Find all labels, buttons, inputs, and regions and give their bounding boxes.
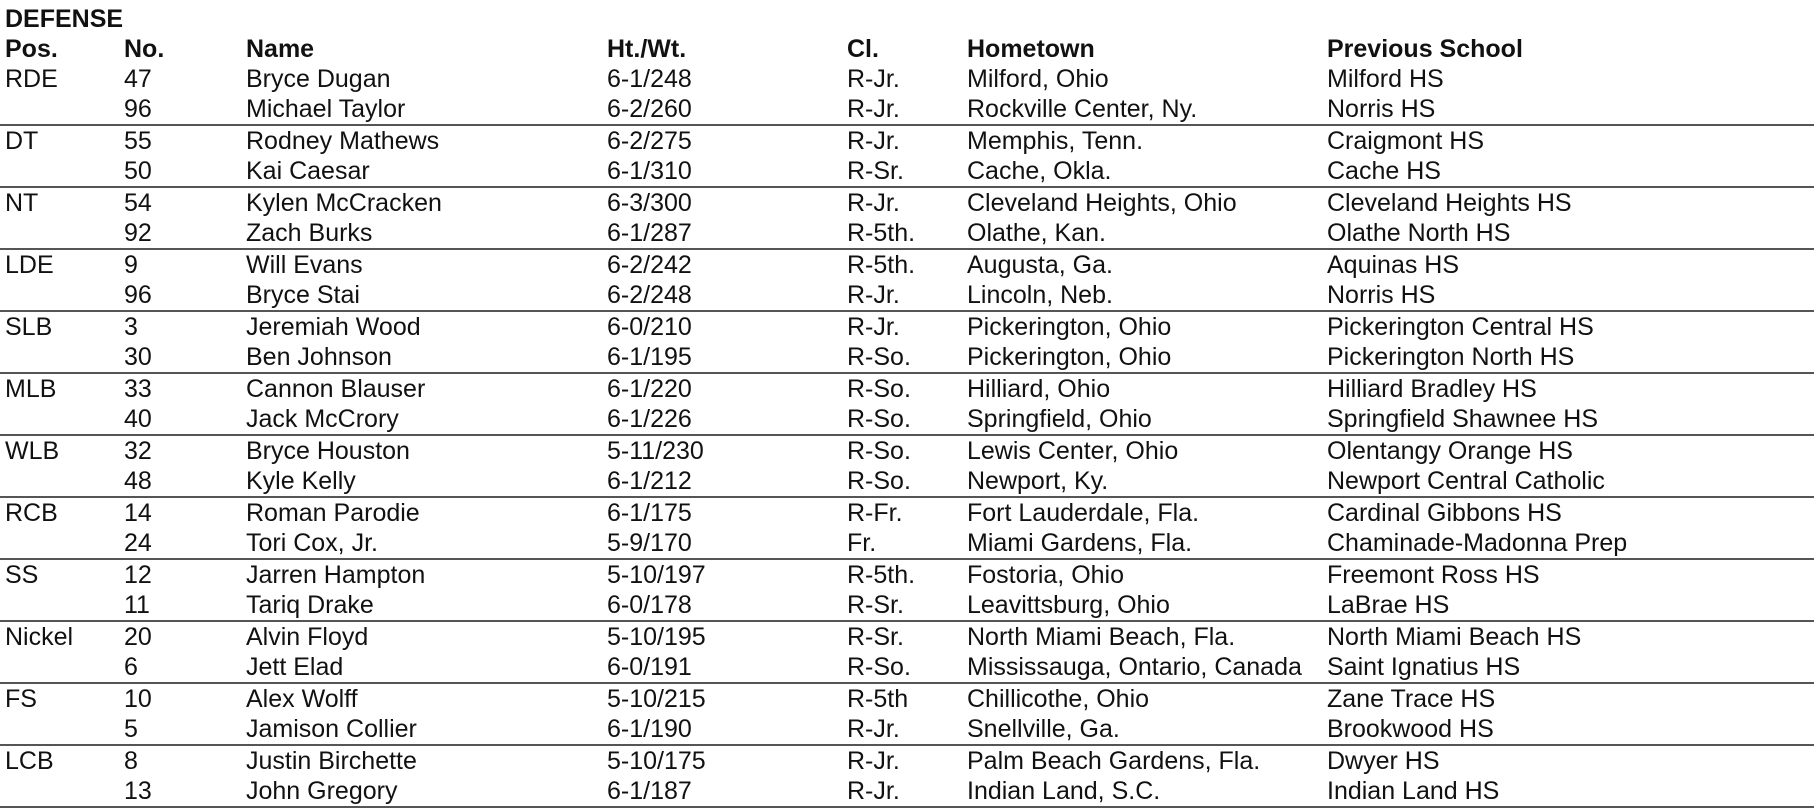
position-cell: LDE [5,251,54,279]
table-row [0,466,1814,497]
position-cell [0,714,119,745]
player-class: R-Jr. [842,714,962,745]
player-class: R-Fr. [847,499,903,527]
player-class: R-Jr. [847,127,900,155]
player-previous-school: Olentangy Orange HS [1327,437,1573,465]
player-class: R-So. [847,375,911,403]
player-name: Bryce Stai [241,280,602,311]
player-class: R-Jr. [847,189,900,217]
player-class: R-So. [842,652,962,683]
player-height-weight: 6-2/275 [607,127,692,155]
player-height-weight: 6-2/260 [602,94,842,125]
player-name: Tori Cox, Jr. [241,528,602,559]
player-hometown: Hilliard, Ohio [967,375,1111,403]
player-number: 11 [119,590,241,621]
player-previous-school: Olathe North HS [1322,218,1814,249]
player-previous-school: LaBrae HS [1322,590,1814,621]
player-number: 50 [119,156,241,187]
player-hometown: Pickerington, Ohio [962,342,1322,373]
player-name: Jeremiah Wood [246,313,421,341]
column-header-name: Name [246,35,315,63]
player-hometown: Miami Gardens, Fla. [962,528,1322,559]
player-hometown: Augusta, Ga. [967,251,1113,279]
player-height-weight: 6-1/187 [602,776,842,807]
player-previous-school: Norris HS [1322,280,1814,311]
position-cell [0,528,119,559]
player-number: 20 [124,623,152,651]
player-number: 6 [119,652,241,683]
player-name: Bryce Houston [246,437,410,465]
table-row [0,497,1814,528]
player-previous-school: Dwyer HS [1327,747,1440,775]
table-row [0,187,1814,218]
player-name: Jamison Collier [241,714,602,745]
player-previous-school: Hilliard Bradley HS [1327,375,1537,403]
position-cell [0,590,119,621]
player-height-weight: 6-2/248 [602,280,842,311]
player-class: Fr. [842,528,962,559]
position-cell: NT [5,189,39,217]
table-row [0,776,1814,807]
player-height-weight: 6-1/212 [602,466,842,497]
player-name: Alvin Floyd [246,623,369,651]
player-hometown: Indian Land, S.C. [962,776,1322,807]
player-hometown: Lewis Center, Ohio [967,437,1179,465]
player-number: 10 [124,685,152,713]
player-name: Kyle Kelly [241,466,602,497]
player-height-weight: 6-1/248 [607,65,692,93]
position-cell: WLB [5,437,60,465]
player-class: R-Jr. [847,747,900,775]
table-row [0,714,1814,745]
table-row [0,218,1814,249]
table-row [0,590,1814,621]
player-previous-school: Pickerington North HS [1322,342,1814,373]
player-class: R-Jr. [842,280,962,311]
player-name: Alex Wolff [246,685,358,713]
section-title: DEFENSE [5,5,124,33]
player-class: R-Jr. [847,65,900,93]
player-class: R-So. [842,342,962,373]
position-cell [0,156,119,187]
position-cell: Nickel [5,623,74,651]
player-previous-school: Springfield Shawnee HS [1322,404,1814,435]
player-height-weight: 6-1/195 [602,342,842,373]
player-previous-school: Chaminade-Madonna Prep [1322,528,1814,559]
player-name: Zach Burks [241,218,602,249]
position-cell: RCB [5,499,58,527]
position-cell [0,776,119,807]
position-cell: LCB [5,747,54,775]
player-class: R-So. [842,466,962,497]
player-number: 13 [119,776,241,807]
player-class: R-5th. [847,561,916,589]
player-height-weight: 6-1/220 [607,375,692,403]
player-name: Tariq Drake [241,590,602,621]
player-hometown: Pickerington, Ohio [967,313,1172,341]
column-header-htwt: Ht./Wt. [607,35,687,63]
player-class: R-Sr. [842,156,962,187]
player-name: Ben Johnson [241,342,602,373]
player-height-weight: 6-1/175 [607,499,692,527]
player-hometown: Snellville, Ga. [962,714,1322,745]
player-name: Kylen McCracken [246,189,442,217]
header-row [0,34,1814,64]
position-cell: FS [5,685,37,713]
player-height-weight: 5-9/170 [602,528,842,559]
position-cell [0,652,119,683]
table-row [0,435,1814,466]
player-height-weight: 6-1/287 [602,218,842,249]
player-previous-school: Indian Land HS [1322,776,1814,807]
player-class: R-5th. [847,251,916,279]
player-height-weight: 6-2/242 [607,251,692,279]
player-number: 32 [124,437,152,465]
player-height-weight: 6-1/310 [602,156,842,187]
player-hometown: Fostoria, Ohio [967,561,1125,589]
player-number: 30 [119,342,241,373]
player-name: Kai Caesar [241,156,602,187]
player-name: Bryce Dugan [246,65,391,93]
table-body [0,64,1814,807]
player-hometown: Palm Beach Gardens, Fla. [967,747,1261,775]
player-name: John Gregory [241,776,602,807]
position-cell [0,280,119,311]
player-class: R-So. [842,404,962,435]
player-previous-school: Aquinas HS [1327,251,1460,279]
player-previous-school: Milford HS [1327,65,1444,93]
player-previous-school: Newport Central Catholic [1322,466,1814,497]
player-previous-school: Craigmont HS [1327,127,1484,155]
player-number: 92 [119,218,241,249]
player-hometown: Cleveland Heights, Ohio [967,189,1237,217]
position-cell: DT [5,127,39,155]
player-previous-school: Freemont Ross HS [1327,561,1540,589]
position-cell [0,404,119,435]
player-number: 5 [119,714,241,745]
player-previous-school: Norris HS [1322,94,1814,125]
player-number: 54 [124,189,152,217]
player-height-weight: 6-0/210 [607,313,692,341]
player-number: 12 [124,561,152,589]
position-cell [0,466,119,497]
player-hometown: North Miami Beach, Fla. [967,623,1236,651]
column-header-previous-school: Previous School [1327,35,1523,63]
player-previous-school: North Miami Beach HS [1327,623,1582,651]
player-name: Cannon Blauser [246,375,426,403]
player-hometown: Springfield, Ohio [962,404,1322,435]
position-cell [0,94,119,125]
player-name: Michael Taylor [241,94,602,125]
table-row [0,342,1814,373]
player-hometown: Chillicothe, Ohio [967,685,1150,713]
player-name: Will Evans [246,251,363,279]
player-hometown: Rockville Center, Ny. [962,94,1322,125]
column-header-hometown: Hometown [967,35,1095,63]
table-row [0,652,1814,683]
table-row [0,64,1814,94]
table-row [0,280,1814,311]
player-number: 48 [119,466,241,497]
player-class: R-Jr. [842,776,962,807]
position-cell: SLB [5,313,53,341]
column-header-class: Cl. [847,35,879,63]
table-row [0,94,1814,125]
player-height-weight: 6-1/190 [602,714,842,745]
player-class: R-5th [847,685,909,713]
player-height-weight: 6-0/178 [602,590,842,621]
player-previous-school: Zane Trace HS [1327,685,1496,713]
position-cell [0,218,119,249]
player-height-weight: 6-3/300 [607,189,692,217]
player-hometown: Olathe, Kan. [962,218,1322,249]
player-hometown: Mississauga, Ontario, Canada [962,652,1322,683]
player-height-weight: 5-10/195 [607,623,706,651]
table-row [0,621,1814,652]
player-height-weight: 5-11/230 [607,437,704,465]
player-previous-school: Brookwood HS [1322,714,1814,745]
player-class: R-Sr. [847,623,904,651]
player-previous-school: Saint Ignatius HS [1322,652,1814,683]
table-row [0,373,1814,404]
player-number: 14 [124,499,152,527]
player-class: R-5th. [842,218,962,249]
player-name: Roman Parodie [246,499,420,527]
player-hometown: Leavittsburg, Ohio [962,590,1322,621]
player-previous-school: Cardinal Gibbons HS [1327,499,1562,527]
column-header-no: No. [124,35,165,63]
table-row [0,559,1814,590]
player-number: 8 [124,747,138,775]
table-row [0,528,1814,559]
player-number: 40 [119,404,241,435]
player-name: Jett Elad [241,652,602,683]
player-number: 96 [119,280,241,311]
player-name: Justin Birchette [246,747,417,775]
player-height-weight: 6-1/226 [602,404,842,435]
position-cell [0,342,119,373]
position-cell: MLB [5,375,57,403]
player-previous-school: Cleveland Heights HS [1327,189,1572,217]
table-row [0,683,1814,714]
player-previous-school: Pickerington Central HS [1327,313,1594,341]
player-height-weight: 5-10/175 [607,747,706,775]
player-hometown: Newport, Ky. [962,466,1322,497]
player-hometown: Lincoln, Neb. [962,280,1322,311]
player-number: 33 [124,375,152,403]
player-height-weight: 6-0/191 [602,652,842,683]
position-cell: RDE [5,65,58,93]
player-number: 55 [124,127,152,155]
player-hometown: Fort Lauderdale, Fla. [967,499,1200,527]
position-cell: SS [5,561,39,589]
player-hometown: Milford, Ohio [967,65,1109,93]
player-class: R-Jr. [842,94,962,125]
player-number: 9 [124,251,138,279]
player-height-weight: 5-10/197 [607,561,706,589]
player-number: 47 [124,65,152,93]
player-number: 3 [124,313,138,341]
player-name: Rodney Mathews [246,127,440,155]
table-row [0,404,1814,435]
table-row [0,125,1814,156]
table-row [0,156,1814,187]
player-number: 96 [119,94,241,125]
column-header-pos: Pos. [5,35,58,63]
player-previous-school: Cache HS [1322,156,1814,187]
player-height-weight: 5-10/215 [607,685,706,713]
player-name: Jack McCrory [241,404,602,435]
player-hometown: Memphis, Tenn. [967,127,1144,155]
player-number: 24 [119,528,241,559]
table-row [0,249,1814,280]
player-class: R-So. [847,437,911,465]
player-class: R-Sr. [842,590,962,621]
defense-roster-table [0,34,1814,808]
player-class: R-Jr. [847,313,900,341]
table-header [0,34,1814,64]
player-name: Jarren Hampton [246,561,426,589]
table-row [0,745,1814,776]
table-row [0,311,1814,342]
player-hometown: Cache, Okla. [962,156,1322,187]
